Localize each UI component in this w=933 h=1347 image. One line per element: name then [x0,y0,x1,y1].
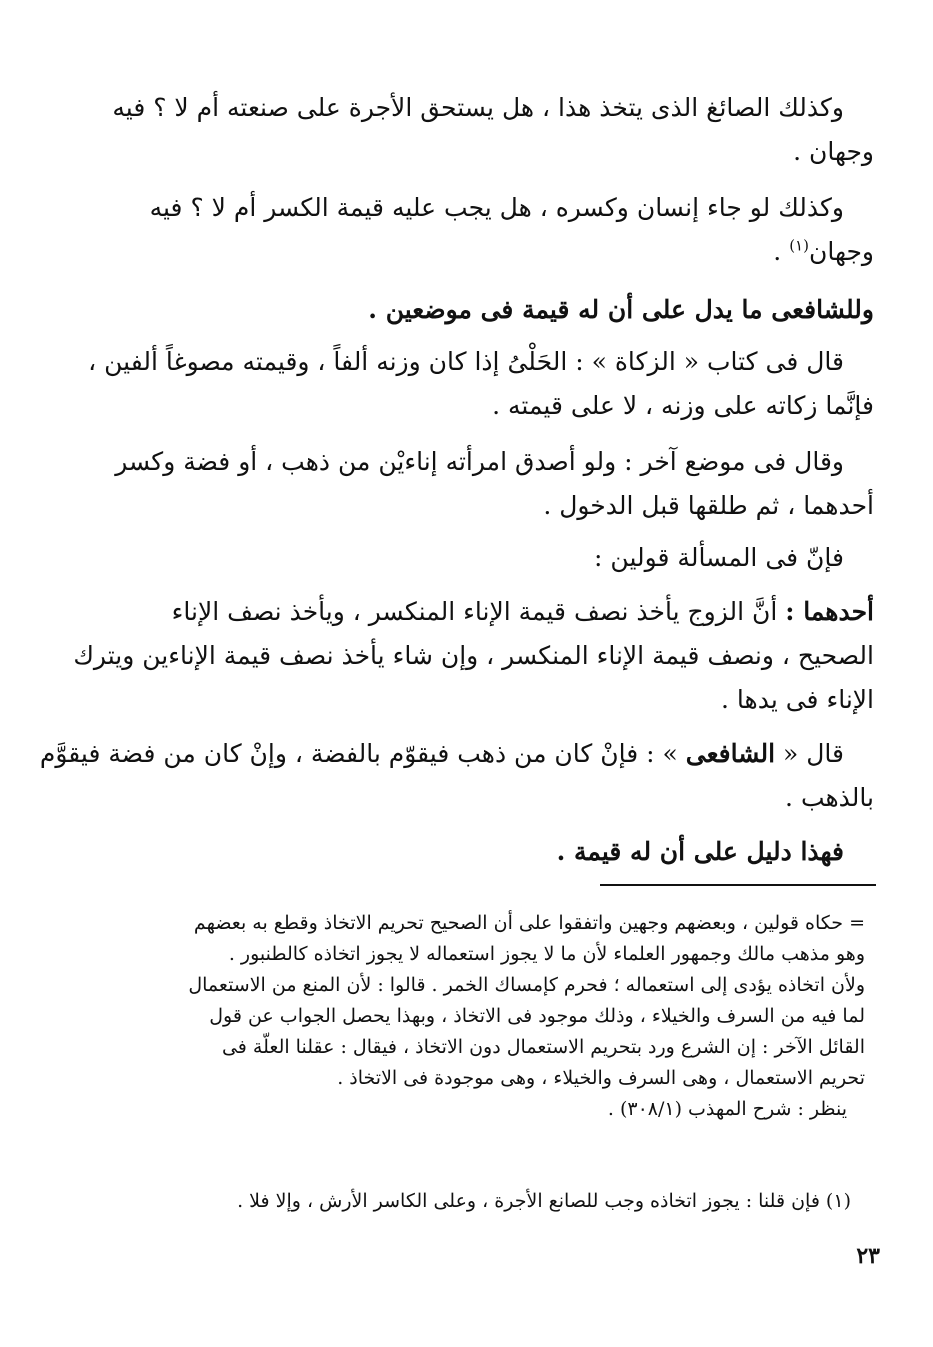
text-line: قال فى كتاب « الزكاة » : الحَلْىُ إذا كان وزنه ألفاً ، وقيمته مصوغاً ألفين ، [88,347,844,376]
text-fragment: قال « [775,739,844,768]
footnote-line: لما فيه من السرف والخيلاء ، وذلك موجود فى الاتخاذ ، وبهذا يحصل الجواب عن قول [209,1005,865,1027]
text-line: الإناء فى يدها . [721,685,874,714]
footnote-line: ولأن اتخاذه يؤدى إلى استعماله ؛ فحرم كإمساك الخمر . قالوا : لأن المنع من الاستعمال [188,974,865,996]
footnote-ref-1[interactable]: (١) [789,236,809,255]
paragraph-shafii-valuation [39,732,874,820]
footnote-line: تحريم الاستعمال ، وهى السرف والخيلاء ، وهى موجودة فى الاتخاذ . [337,1067,865,1089]
footnote-reference: ينظر : شرح المهذب (٣٠٨/١) . [607,1098,847,1120]
paragraph-breaking-value [118,186,874,274]
paragraph-two-opinions [118,536,874,580]
text-fragment: » : فإنْ كان من ذهب فيقوّم بالفضة ، وإنْ كان من فضة فيقوَّم [39,739,686,768]
paragraph-goldsmith-wage [112,86,874,174]
text-line [118,230,874,274]
text-line: فإنَّما زكاته على وزنه ، لا على قيمته . [492,391,874,420]
paragraph-dowry-vessels [115,440,874,528]
paragraph-shafii-two-places [118,288,874,332]
footnote-separator [600,884,876,886]
footnote-line: وهو مذهب مالك وجمهور العلماء لأن ما لا يجوز استعماله لا يجوز اتخاذه كالطنبور . [228,943,865,965]
text-line: الصحيح ، ونصف قيمة الإناء المنكسر ، وإن شاء يأخذ نصف قيمة الإناءين ويترك [73,641,874,670]
opinion-label: أحدهما : [785,597,874,626]
text-line: وللشافعى ما يدل على أن له قيمة فى موضعين . [368,295,874,324]
text-line: بالذهب . [785,783,874,812]
text-line: وكذلك الصائغ الذى يتخذ هذا ، هل يستحق الأجرة على صنعته أم لا ؟ فيه [112,93,844,122]
footnote-line: القائل الآخر : إن الشرع ورد بتحريم الاستعمال دون الاتخاذ ، فيقال : عقلنا العلّة فى [221,1036,865,1058]
text-fragment: أنَّ الزوج يأخذ نصف قيمة الإناء المنكسر ، ويأخذ نصف الإناء [171,597,786,626]
text-line: فهذا دليل على أن له قيمة . [556,837,844,866]
text-fragment: . [773,237,790,266]
text-line: فإنّ فى المسألة قولين : [594,543,844,572]
footnote-line: = حكاه قولين ، وبعضهم وجهين واتفقوا على أن الصحيح تحريم الاتخاذ وقطع به بعضهم [193,912,865,934]
footnote-continued [135,908,865,1125]
text-line: وكذلك لو جاء إنسان وكسره ، هل يجب عليه قيمة الكسر أم لا ؟ فيه [149,193,844,222]
imam-name: الشافعى [685,739,776,768]
paragraph-zakat [88,340,874,428]
text-line [118,590,874,634]
text-line [39,732,874,776]
text-line: أحدهما ، ثم طلقها قبل الدخول . [543,491,874,520]
paragraph-conclusion [118,830,874,874]
text-line: وجهان . [793,137,874,166]
footnote-line: (١) فإن قلنا : يجوز اتخاذه وجب للصانع الأجرة ، وعلى الكاسر الأرش ، وإلا فلا . [237,1190,851,1212]
paragraph-first-opinion [73,590,874,722]
text-fragment: وجهان [808,237,874,266]
text-line: وقال فى موضع آخر : ولو أصدق امرأته إناءيْن من ذهب ، أو فضة وكسر [115,447,844,476]
page-number: ٢٣ [856,1243,880,1269]
footnote-1 [135,1186,865,1217]
